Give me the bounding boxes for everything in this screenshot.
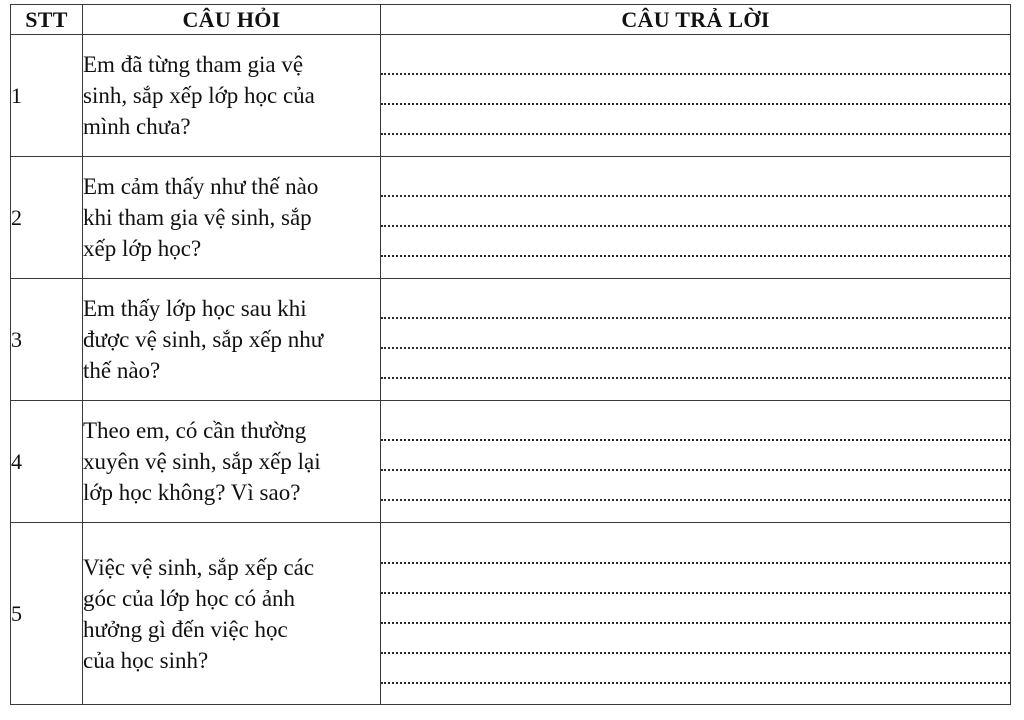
question-row-4 <box>11 401 1011 523</box>
answer-dotted-line[interactable] <box>381 534 1010 564</box>
question-row-3 <box>11 279 1011 401</box>
question-row-2 <box>11 157 1011 279</box>
answer-area[interactable] <box>381 523 1011 705</box>
question-line: Em thấy lớp học sau khi <box>83 296 307 321</box>
question-text <box>83 279 381 401</box>
answer-area[interactable] <box>381 401 1011 523</box>
answer-dotted-line[interactable] <box>381 441 1010 471</box>
answer-dotted-line[interactable] <box>381 45 1010 75</box>
question-line: xuyên vệ sinh, sắp xếp lại <box>83 449 321 474</box>
question-line: khi tham gia vệ sinh, sắp <box>83 205 312 230</box>
answer-dotted-line[interactable] <box>381 227 1010 257</box>
answer-dotted-line[interactable] <box>381 75 1010 105</box>
question-line: Việc vệ sinh, sắp xếp các <box>83 554 315 580</box>
header-stt: STT <box>11 5 83 35</box>
question-row-1 <box>11 35 1011 157</box>
question-line: hưởng gì đến việc học <box>83 616 288 642</box>
question-row-5 <box>11 523 1011 705</box>
answer-dotted-line[interactable] <box>381 289 1010 319</box>
question-line: Theo em, có cần thường <box>83 418 307 443</box>
answer-dotted-line[interactable] <box>381 624 1010 654</box>
question-line: của học sinh? <box>83 647 209 673</box>
answer-dotted-line[interactable] <box>381 197 1010 227</box>
answer-dotted-line[interactable] <box>381 167 1010 197</box>
row-number: 3 <box>11 279 83 401</box>
question-line: thế nào? <box>83 358 161 383</box>
answer-dotted-line[interactable] <box>381 564 1010 594</box>
question-text <box>83 401 381 523</box>
row-number: 5 <box>11 523 83 705</box>
answer-dotted-line[interactable] <box>381 319 1010 349</box>
question-line: được vệ sinh, sắp xếp như <box>83 327 324 352</box>
row-number: 1 <box>11 35 83 157</box>
question-text <box>83 35 381 157</box>
answer-dotted-line[interactable] <box>381 349 1010 379</box>
row-number: 2 <box>11 157 83 279</box>
question-line: xếp lớp học? <box>83 236 202 261</box>
header-question: CÂU HỎI <box>83 5 381 35</box>
question-line: mình chưa? <box>83 114 191 139</box>
answer-dotted-line[interactable] <box>381 471 1010 501</box>
question-text <box>83 523 381 705</box>
answer-area[interactable] <box>381 279 1011 401</box>
answer-dotted-line[interactable] <box>381 594 1010 624</box>
answer-dotted-line[interactable] <box>381 654 1010 684</box>
question-line: sinh, sắp xếp lớp học của <box>83 83 315 108</box>
answer-area[interactable] <box>381 157 1011 279</box>
row-number: 4 <box>11 401 83 523</box>
header-row <box>11 5 1011 35</box>
answer-dotted-line[interactable] <box>381 411 1010 441</box>
question-line: góc của lớp học có ảnh <box>83 585 296 611</box>
question-line: Em cảm thấy như thế nào <box>83 174 319 199</box>
question-line: lớp học không? Vì sao? <box>83 480 301 505</box>
question-line: Em đã từng tham gia vệ <box>83 52 304 77</box>
answer-dotted-line[interactable] <box>381 105 1010 135</box>
header-answer: CÂU TRẢ LỜI <box>381 5 1011 35</box>
answer-area[interactable] <box>381 35 1011 157</box>
questionnaire-table <box>10 4 1011 705</box>
question-text <box>83 157 381 279</box>
